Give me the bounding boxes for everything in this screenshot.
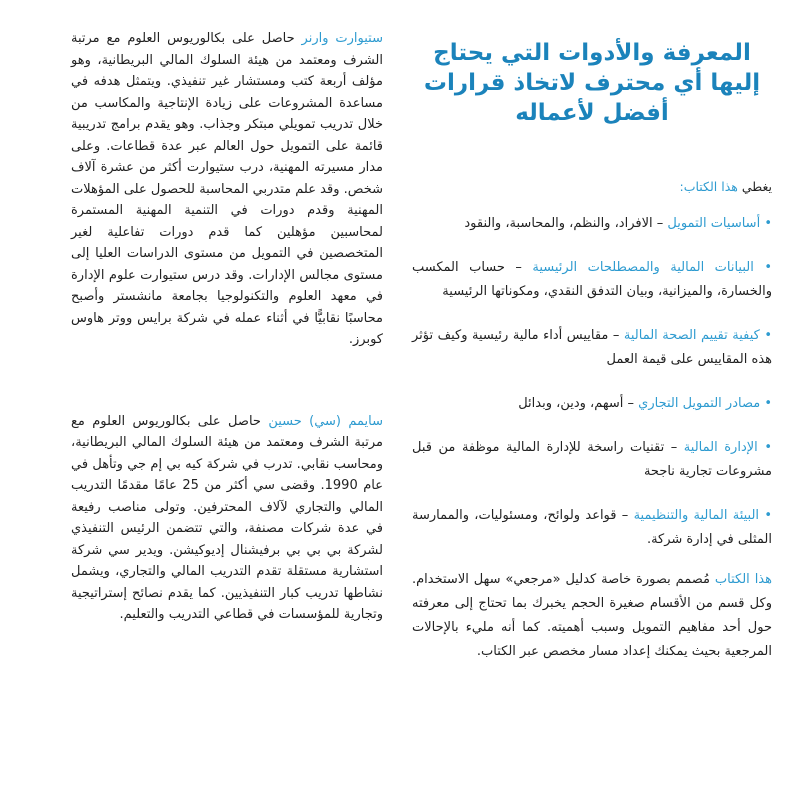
topic-term: البيئة المالية والتنظيمية [633,508,760,523]
list-item [412,436,772,484]
topic-term: كيفية تقييم الصحة المالية [623,328,760,343]
bullet-icon: • [753,260,772,275]
author-bio-stuart [71,28,383,351]
list-item [412,392,772,416]
book-description-column [412,38,772,677]
list-item [412,212,772,236]
bullet-icon: • [760,216,772,231]
author-name: سايمم (سي) حسين [268,413,383,429]
bullet-icon: • [757,440,772,455]
topic-text: – أسهم، ودين، وبدائل [518,396,639,411]
list-item [412,324,772,372]
intro-highlight: هذا الكتاب: [679,179,738,194]
closing-text: مُصمم بصورة خاصة كدليل «مرجعي» سهل الاستخدام. وكل قسم من الأقسام صغيرة الحجم يخبرك بما تحتاج إلى معرفته حول أحد مفاهيم التمويل وسبب أهميته. كما أنه مليء بالإحالات المرجعية بحيث يمكنك إعداد مسار مخصص عبر الكتاب. [412,572,772,659]
author-bio-text: حاصل على بكالوريوس العلوم مع مرتبة الشرف ومعتمد من هيئة السلوك المالي البريطانية، وهو مؤلف أربعة كتب ومستشار غير تنفيذي. ويتمثل هدفه في مساعدة المشروعات على زيادة الإنتاجية والمكاسب من خلال تدريب تمويلي مبتكر وجذاب. وهو يقدم برامج تدريبية قائمة على التمويل حول العالم عبر عدة قطاعات. وعلى مدار مسيرته المهنية، درب ستيوارت أكثر من عشرة آلاف شخص. وقد علم متدربي المحاسبة للحصول على المؤهلات المهنية وقدم دورات في التنمية المهنية المستمرة لمحاسبين مؤهلين كما قدم دورات تفاعلية لغير المتخصصين في التمويل من مستوى الدراسات العليا إلى مستوى مجالس الإدارات. وقد درس ستيوارت علوم الإدارة في معهد العلوم والتكنولوجيا بجامعة مانشستر وأصبح محاسبًا نقابيًّا في أثناء عمله في شركة برايس ووتر هاوس كوبرز. [71,31,383,347]
topic-text: – حساب المكسب والخسارة، والميزانية، وبيان التدفق النقدي، ومكوناتها الرئيسية [412,260,772,299]
author-bio-si [71,411,383,626]
topic-term: أساسيات التمويل [667,216,761,231]
closing-paragraph [412,568,772,664]
author-bio-text: حاصل على بكالوريوس العلوم مع مرتبة الشرف ومعتمد من هيئة السلوك المالي البريطانية، ومحاسب نقابي. تدرب في شركة كيه بي إم جي وتأهل في عام 1990. وقضى سي أكثر من 25 عامًا مقدمًا التدريب المالي والتجاري لآلاف المحترفين. وتولى مناصب رفيعة في عدة شركات مصنفة، والتي تتضمن الرئيس التنفيذي لشركة بي بي بي برفيشنال إديوكيشن. ويدير سي شركة استشارية مستقلة تقدم التدريب المالي والتجاري، ويشمل نشاطها تدريب كبار التنفيذيين. كما يقدم نصائح إستراتيجية وتجارية للمؤسسات في قطاعي التدريب والتعليم. [71,413,383,622]
topic-text: – تقنيات راسخة للإدارة المالية موظفة من قبل مشروعات تجارية ناجحة [412,440,772,479]
closing-term: هذا الكتاب [714,572,772,587]
topic-term: البيانات المالية والمصطلحات الرئيسية [532,260,754,275]
author-name: ستيوارت وارنر [301,31,383,46]
topic-text: – قواعد ولوائح، ومسئوليات، والممارسة المثلى في إدارة شركة. [412,508,772,547]
intro-prefix: يغطي [737,179,772,194]
bullet-icon: • [760,396,772,411]
bullet-icon: • [759,508,772,523]
list-item [412,256,772,304]
topic-text: – مقاييس أداء مالية رئيسية وكيف تؤثر هذه المقاييس على قيمة العمل [412,328,772,367]
headline: المعرفة والأدوات التي يحتاج إليها أي محترف لاتخاذ قرارات أفضل لأعماله [423,40,761,126]
topic-term: الإدارة المالية [683,440,758,455]
topic-term: مصادر التمويل التجاري [638,396,761,411]
topic-text: – الافراد، والنظم، والمحاسبة، والنقود [464,216,668,231]
topics-list [412,212,772,552]
list-item [412,504,772,552]
bullet-icon: • [759,328,772,343]
intro-line [412,176,772,198]
author-bios-column [71,28,383,626]
